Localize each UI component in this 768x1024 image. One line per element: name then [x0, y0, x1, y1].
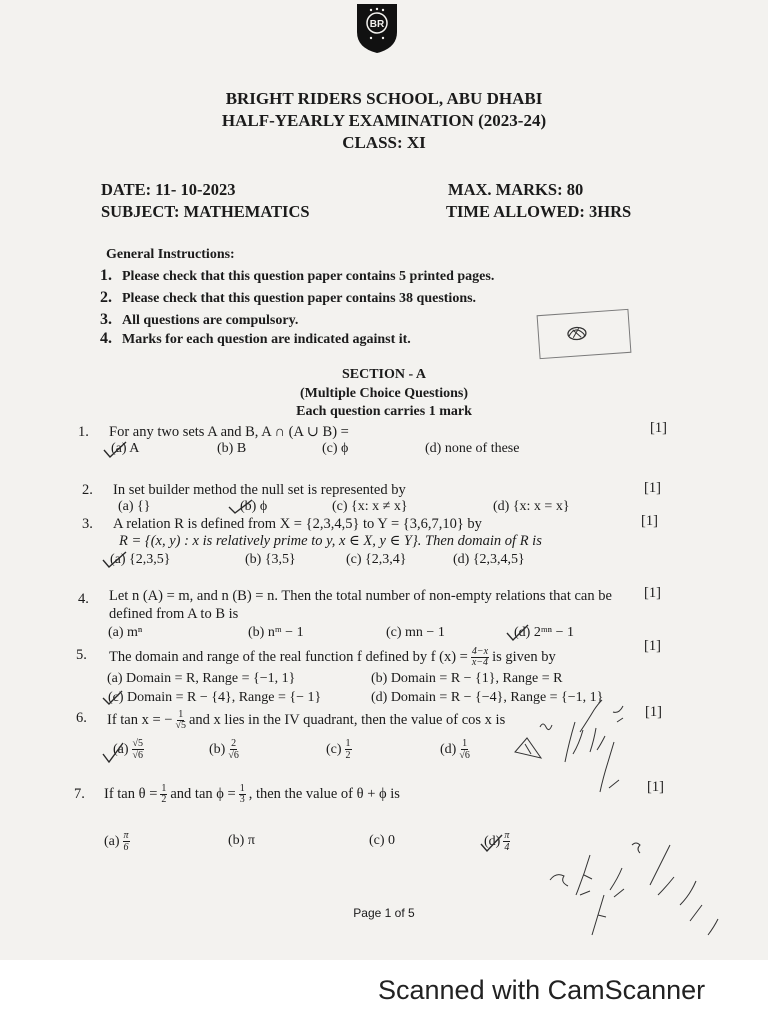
question-text	[107, 710, 505, 731]
question-number: 4.	[78, 591, 89, 607]
question-marks: [1]	[644, 585, 661, 601]
instruction-item	[100, 267, 494, 285]
fraction	[175, 710, 186, 731]
handwritten-rough-work	[540, 835, 730, 945]
option-b: (b) ϕ	[240, 499, 268, 514]
option-c	[326, 738, 352, 761]
option-b: (b) π	[228, 833, 255, 848]
option-b: (b) nᵐ − 1	[248, 625, 304, 640]
option-d	[484, 830, 510, 853]
question-text-line2: R = {(x, y) : x is relatively prime to y, x ∈ X, y ∈ Y}. Then domain of R is	[119, 533, 542, 549]
exam-title: HALF-YEARLY EXAMINATION (2023-24)	[221, 111, 547, 130]
option-a: (a) Domain = R, Range = {−1, 1}	[107, 671, 296, 686]
question-text-tail: and x lies in the IV quadrant, then the value of cos x is	[188, 712, 506, 728]
exam-date: DATE: 11- 10-2023	[101, 180, 236, 199]
option-d: (d) {2,3,4,5}	[453, 552, 525, 567]
option-b	[209, 738, 239, 761]
fraction-denominator: 4	[504, 842, 510, 853]
instruction-item	[100, 289, 476, 307]
fraction	[471, 647, 489, 668]
option-c: (c) {2,3,4}	[346, 552, 407, 567]
question-number: 5.	[76, 647, 87, 663]
option-d: (d) none of these	[425, 441, 520, 456]
question-text: In set builder method the null set is represented by	[113, 482, 406, 498]
fraction-numerator: 1	[178, 709, 184, 720]
question-text-lead: If tan x = −	[107, 712, 173, 728]
option-label: (d)	[484, 833, 501, 849]
instruction-number: 3.	[100, 311, 112, 328]
school-name: BRIGHT RIDERS SCHOOL, ABU DHABI	[225, 89, 543, 108]
option-a: (a) {}	[118, 499, 151, 514]
instruction-item	[100, 330, 411, 348]
question-text	[109, 647, 556, 668]
camscanner-watermark: Scanned with CamScanner	[378, 975, 706, 1005]
fraction-denominator: 3	[239, 794, 245, 805]
option-a: (a) A	[111, 441, 140, 456]
option-b: (b) B	[217, 441, 247, 456]
fraction	[228, 738, 239, 761]
question-marks: [1]	[647, 779, 664, 795]
max-marks: MAX. MARKS: 80	[448, 180, 584, 199]
class-label: CLASS: XI	[342, 133, 426, 152]
fraction	[160, 784, 167, 805]
option-label: (a)	[104, 833, 120, 849]
fraction	[503, 830, 510, 853]
option-b: (b) Domain = R − {1}, Range = R	[371, 671, 563, 686]
question-marks: [1]	[645, 704, 662, 720]
question-number: 2.	[82, 482, 93, 498]
question-number: 1.	[78, 424, 89, 440]
handwritten-rough-work	[505, 692, 655, 802]
section-note: Each question carries 1 mark	[296, 404, 472, 419]
question-text-line2: defined from A to B is	[109, 606, 239, 622]
section-title: SECTION - A	[341, 367, 427, 382]
option-a	[104, 830, 130, 853]
stamp-scribble-icon	[538, 310, 631, 358]
option-d	[440, 738, 470, 761]
option-d: (d) Domain = R − {−4}, Range = {−1, 1}	[371, 690, 604, 705]
question-number: 6.	[76, 710, 87, 726]
fraction-numerator: 1	[462, 738, 468, 749]
fraction-denominator: √6	[132, 750, 144, 761]
option-c: (c) ϕ	[322, 441, 349, 456]
option-a: (a) {2,3,5}	[110, 552, 171, 567]
fraction	[345, 738, 352, 761]
question-number: 7.	[74, 786, 85, 802]
question-text: For any two sets A and B, A ∩ (A ∪ B) =	[109, 424, 349, 440]
question-text-tail: is given by	[492, 649, 556, 665]
fraction-numerator: 2	[231, 738, 237, 749]
instructions-title: General Instructions:	[106, 247, 235, 262]
page-number: Page 1 of 5	[353, 906, 415, 920]
question-marks: [1]	[644, 480, 661, 496]
fraction-numerator: √5	[132, 738, 144, 749]
exam-subject: SUBJECT: MATHEMATICS	[101, 202, 310, 221]
fraction-denominator: √6	[459, 750, 470, 761]
fraction-denominator: √6	[228, 750, 239, 761]
option-c: (c) {x: x ≠ x}	[332, 499, 408, 514]
fraction-numerator: π	[504, 830, 510, 841]
time-allowed: TIME ALLOWED: 3HRS	[446, 202, 632, 221]
question-marks: [1]	[641, 513, 658, 529]
question-text-middle: and tan ϕ =	[170, 786, 236, 802]
option-label: (b)	[209, 741, 226, 757]
question-text-tail: , then the value of θ + ϕ is	[248, 786, 400, 802]
instruction-text: Please check that this question paper contains 38 questions.	[122, 291, 477, 306]
instruction-text: All questions are compulsory.	[122, 313, 299, 328]
question-text-lead: The domain and range of the real function f defined by f (x) =	[109, 649, 468, 665]
fraction-denominator: 6	[123, 842, 129, 853]
question-text: Let n (A) = m, and n (B) = n. Then the total number of non-empty relations that can be	[109, 588, 612, 604]
question-text-lead: If tan θ =	[104, 786, 158, 802]
question-marks: [1]	[650, 420, 667, 436]
option-d: (d) 2ᵐⁿ − 1	[514, 625, 574, 640]
fraction	[239, 784, 246, 805]
option-label: (a)	[113, 741, 129, 757]
instruction-text: Please check that this question paper contains 5 printed pages.	[122, 269, 495, 284]
option-label: (c)	[326, 741, 342, 757]
school-logo-icon	[355, 2, 399, 54]
option-c: (c) Domain = R − {4}, Range = {− 1}	[108, 690, 322, 705]
option-d: (d) {x: x = x}	[493, 499, 570, 514]
option-c: (c) mn − 1	[386, 625, 445, 640]
fraction-numerator: 1	[161, 783, 167, 794]
question-text: A relation R is defined from X = {2,3,4,5} to Y = {3,6,7,10} by	[113, 516, 482, 532]
fraction-denominator: x−4	[471, 657, 489, 668]
checked-stamp	[537, 309, 632, 359]
option-a: (a) mⁿ	[108, 625, 143, 640]
fraction-denominator: 2	[161, 794, 167, 805]
fraction-numerator: π	[123, 830, 129, 841]
fraction-denominator: 2	[345, 750, 351, 761]
question-text	[104, 784, 400, 805]
fraction-denominator: √5	[175, 720, 186, 731]
option-c: (c) 0	[369, 833, 396, 848]
instruction-number: 4.	[100, 330, 112, 347]
fraction-numerator: 4−x	[471, 646, 489, 657]
option-label: (d)	[440, 741, 457, 757]
fraction-numerator: 1	[345, 738, 351, 749]
instruction-number: 2.	[100, 289, 112, 306]
option-a	[113, 738, 144, 761]
instruction-item	[100, 311, 298, 329]
logo-text: BR	[369, 19, 385, 30]
fraction	[132, 738, 145, 761]
instruction-number: 1.	[100, 267, 112, 284]
question-marks: [1]	[644, 638, 661, 654]
section-subtitle: (Multiple Choice Questions)	[300, 386, 468, 401]
fraction	[459, 738, 470, 761]
question-number: 3.	[82, 516, 93, 532]
fraction-numerator: 1	[239, 783, 245, 794]
fraction	[123, 830, 130, 853]
instruction-text: Marks for each question are indicated against it.	[122, 332, 411, 347]
option-b: (b) {3,5}	[245, 552, 296, 567]
